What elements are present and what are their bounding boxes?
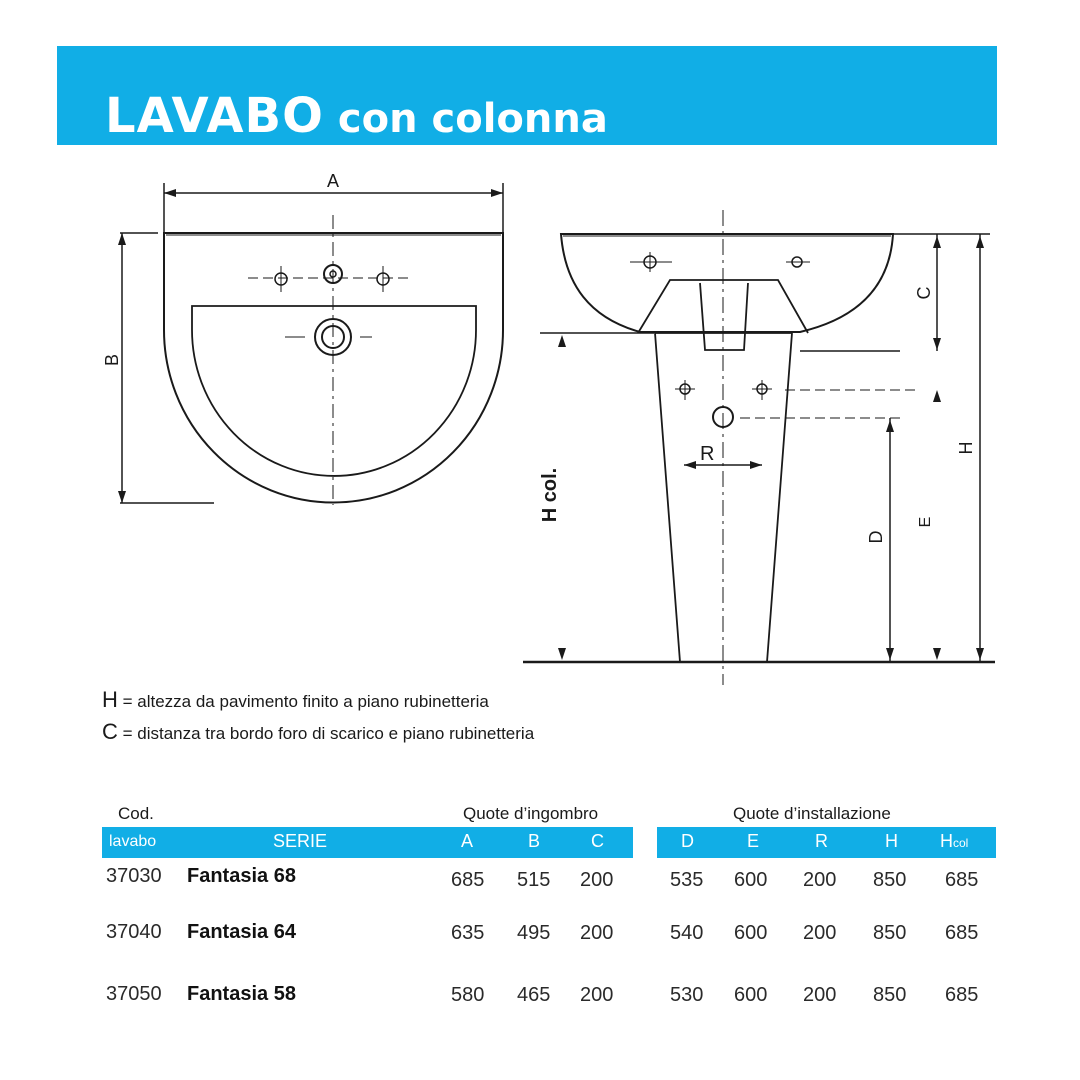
header-E: E	[747, 831, 760, 851]
cell-serie: Fantasia 58	[187, 983, 296, 1005]
legend-key-H: H	[102, 687, 118, 712]
header-H: H	[885, 831, 898, 851]
cell-R: 200	[803, 922, 837, 944]
label-C: C	[914, 286, 934, 300]
title-main: LAVABO	[105, 88, 324, 144]
header-Hcol-main: H	[940, 831, 953, 851]
label-D: D	[866, 530, 886, 544]
title-rest: con colonna	[337, 96, 608, 142]
label-R: R	[700, 443, 715, 465]
group-label-ingombro: Quote d’ingombro	[463, 804, 599, 823]
cell-H: 850	[873, 869, 907, 891]
cell-serie: Fantasia 64	[187, 921, 296, 943]
label-B: B	[102, 353, 122, 367]
label-H: H	[956, 441, 976, 455]
header-D: D	[681, 831, 694, 851]
cell-H: 850	[873, 984, 907, 1006]
cell-D: 540	[670, 922, 704, 944]
cell-E: 600	[734, 984, 768, 1006]
legend-line-H	[102, 687, 489, 713]
cell-Hcol: 685	[945, 869, 979, 891]
cell-A: 635	[451, 922, 485, 944]
legend-key-C: C	[102, 719, 118, 744]
cell-cod: 37040	[106, 921, 162, 943]
label-Hcol: H col.	[539, 467, 561, 523]
cell-cod: 37030	[106, 865, 162, 887]
header-B: B	[528, 831, 541, 851]
cell-R: 200	[803, 984, 837, 1006]
cell-H: 850	[873, 922, 907, 944]
cell-C: 200	[580, 869, 614, 891]
cell-cod: 37050	[106, 983, 162, 1005]
cell-D: 535	[670, 869, 704, 891]
cell-A: 580	[451, 984, 485, 1006]
side-view	[523, 210, 995, 685]
header-R: R	[815, 831, 828, 851]
cell-A: 685	[451, 869, 485, 891]
cell-E: 600	[734, 922, 768, 944]
cell-Hcol: 685	[945, 922, 979, 944]
cell-B: 495	[517, 922, 551, 944]
header-A: A	[461, 831, 474, 851]
header-lavabo: lavabo	[109, 833, 157, 850]
top-view	[118, 183, 503, 505]
legend-text-C: = distanza tra bordo foro di scarico e piano rubinetteria	[117, 724, 535, 743]
cell-R: 200	[803, 869, 837, 891]
drawing-labels	[102, 171, 976, 544]
label-E: E	[917, 516, 934, 528]
header-Hcol	[940, 831, 968, 852]
header-serie: SERIE	[273, 831, 328, 851]
header-bar-left	[102, 827, 633, 858]
group-label-cod: Cod.	[118, 804, 154, 823]
cell-serie: Fantasia 68	[187, 865, 296, 887]
cell-C: 200	[580, 984, 614, 1006]
cell-B: 465	[517, 984, 551, 1006]
cell-E: 600	[734, 869, 768, 891]
cell-B: 515	[517, 869, 551, 891]
header-C: C	[591, 831, 604, 851]
cell-D: 530	[670, 984, 704, 1006]
cell-Hcol: 685	[945, 984, 979, 1006]
header-Hcol-sub: col	[953, 836, 969, 850]
legend-line-C	[102, 719, 534, 745]
label-A: A	[327, 171, 340, 191]
legend-text-H: = altezza da pavimento finito a piano rubinetteria	[117, 692, 489, 711]
cell-C: 200	[580, 922, 614, 944]
group-label-installazione: Quote d’installazione	[733, 804, 891, 823]
